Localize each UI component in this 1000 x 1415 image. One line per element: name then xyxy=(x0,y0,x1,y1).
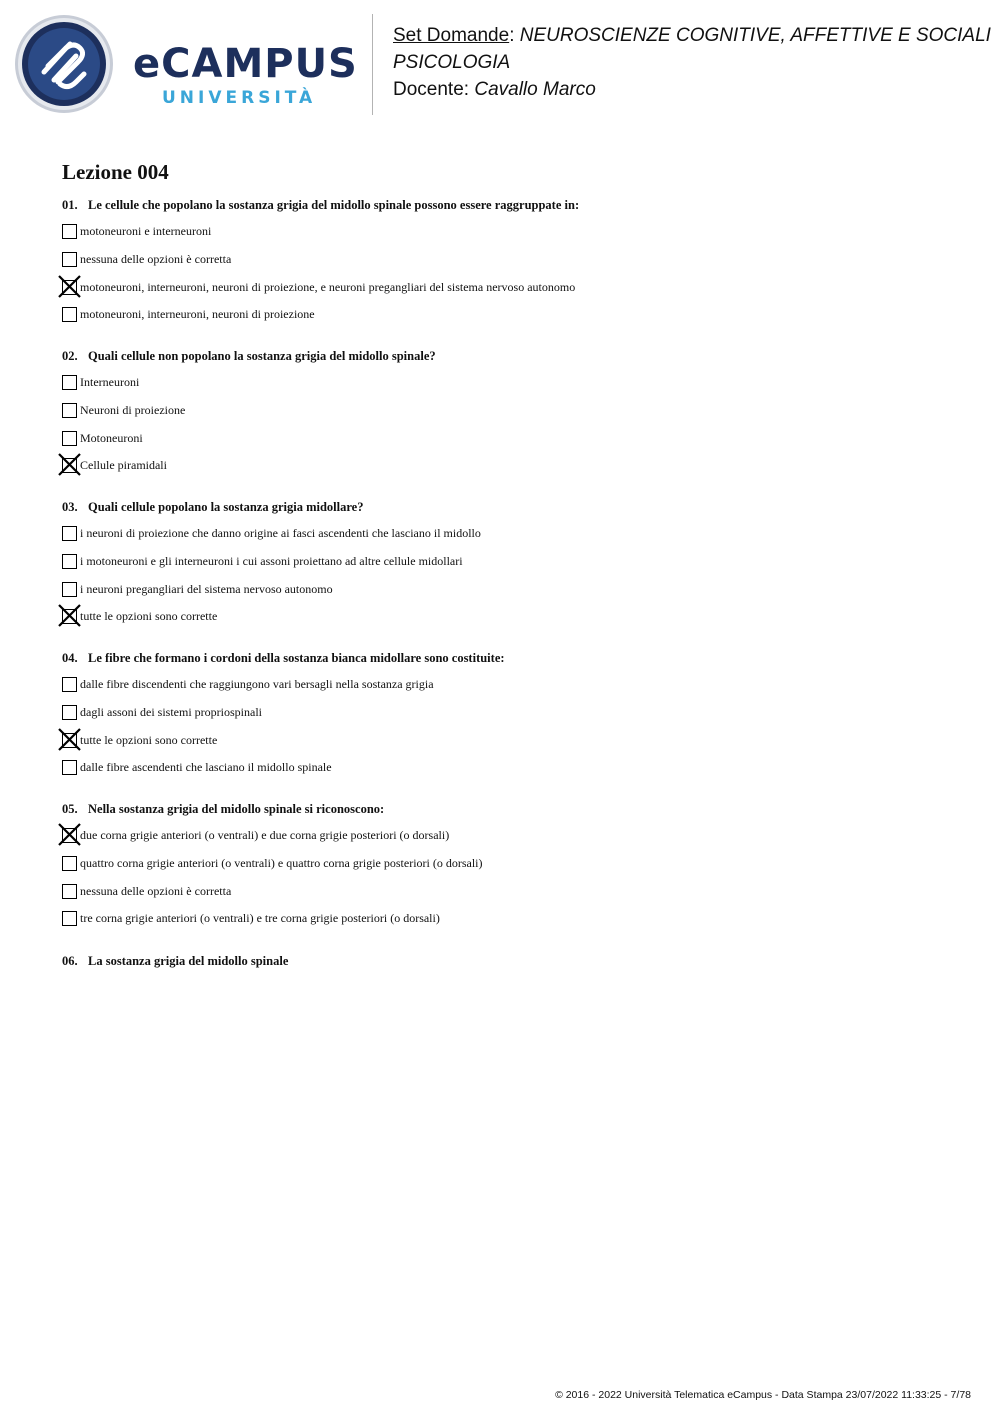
checkbox[interactable] xyxy=(62,252,77,267)
question-2 xyxy=(62,349,436,364)
option-text: tutte le opzioni sono corrette xyxy=(80,733,218,747)
checkbox[interactable] xyxy=(62,856,77,871)
question-text: Quali cellule non popolano la sostanza grigia del midollo spinale? xyxy=(88,349,436,363)
checkbox[interactable] xyxy=(62,526,77,541)
page-footer: © 2016 - 2022 Università Telematica eCampus - Data Stampa 23/07/2022 11:33:25 - 7/78 xyxy=(555,1389,971,1401)
question-text: Quali cellule popolano la sostanza grigia midollare? xyxy=(88,500,364,514)
logo-wordmark: eCAMPUS xyxy=(133,41,358,87)
question-number: 01. xyxy=(62,198,78,212)
checkbox[interactable] xyxy=(62,677,77,692)
checkbox[interactable] xyxy=(62,760,77,775)
checkbox[interactable] xyxy=(62,884,77,899)
logo-subtitle: UNIVERSITÀ xyxy=(162,88,317,108)
teacher-label: Docente xyxy=(393,79,464,100)
option-text: nessuna delle opzioni è corretta xyxy=(80,252,232,266)
option-text: tutte le opzioni sono corrette xyxy=(80,609,218,623)
option-text: nessuna delle opzioni è corretta xyxy=(80,884,232,898)
question-text: Le cellule che popolano la sostanza grigia del midollo spinale possono essere raggruppate in: xyxy=(88,198,580,212)
ecampus-seal-icon xyxy=(14,14,114,114)
question-number: 03. xyxy=(62,500,78,514)
option-text: i motoneuroni e gli interneuroni i cui assoni proiettano ad altre cellule midollari xyxy=(80,554,463,568)
checkbox[interactable] xyxy=(62,705,77,720)
checkbox[interactable] xyxy=(62,582,77,597)
question-number: 04. xyxy=(62,651,78,665)
question-6 xyxy=(62,954,288,969)
question-number: 06. xyxy=(62,954,78,968)
option-text: i neuroni di proiezione che danno origine ai fasci ascendenti che lasciano il midollo xyxy=(80,526,481,540)
option-text: Motoneuroni xyxy=(80,431,143,445)
option-text: Cellule piramidali xyxy=(80,458,167,472)
cross-mark-icon xyxy=(58,604,81,627)
cross-mark-icon xyxy=(58,823,81,846)
option-text: dalle fibre discendenti che raggiungono vari bersagli nella sostanza grigia xyxy=(80,677,434,691)
header-divider xyxy=(372,14,373,115)
checkbox[interactable] xyxy=(62,307,77,322)
checkbox[interactable] xyxy=(62,431,77,446)
checkbox[interactable] xyxy=(62,403,77,418)
question-number: 05. xyxy=(62,802,78,816)
question-1 xyxy=(62,198,579,213)
option-text: tre corna grigie anteriori (o ventrali) e tre corna grigie posteriori (o dorsali) xyxy=(80,911,440,925)
question-5 xyxy=(62,802,384,817)
set-title: NEUROSCIENZE COGNITIVE, AFFETTIVE E SOCIALI xyxy=(519,25,991,46)
question-text: La sostanza grigia del midollo spinale xyxy=(88,954,289,968)
question-3 xyxy=(62,500,363,515)
option-text: dalle fibre ascendenti che lasciano il midollo spinale xyxy=(80,760,332,774)
checkbox[interactable] xyxy=(62,911,77,926)
option-text: Interneuroni xyxy=(80,375,140,389)
course-name: PSICOLOGIA xyxy=(393,52,511,73)
lesson-title: Lezione 004 xyxy=(62,160,169,184)
option-text: motoneuroni, interneuroni, neuroni di proiezione, e neuroni pregangliari del sistema nervoso autonomo xyxy=(80,280,576,294)
option-text: Neuroni di proiezione xyxy=(80,403,186,417)
header-info: Set Domande: NEUROSCIENZE COGNITIVE, AFFETTIVE E SOCIALI PSICOLOGIA Docente: Cavallo Marco xyxy=(393,25,991,100)
option-text: motoneuroni, interneuroni, neuroni di proiezione xyxy=(80,307,315,321)
question-number: 02. xyxy=(62,349,78,363)
option-text: due corna grigie anteriori (o ventrali) e due corna grigie posteriori (o dorsali) xyxy=(80,828,450,842)
checkbox[interactable] xyxy=(62,554,77,569)
cross-mark-icon xyxy=(58,275,81,298)
option-text: quattro corna grigie anteriori (o ventrali) e quattro corna grigie posteriori (o dorsali) xyxy=(80,856,483,870)
option-text: i neuroni pregangliari del sistema nervoso autonomo xyxy=(80,582,333,596)
page-header xyxy=(0,0,1000,130)
cross-mark-icon xyxy=(58,728,81,751)
option-text: dagli assoni dei sistemi propriospinali xyxy=(80,705,262,719)
checkbox[interactable] xyxy=(62,224,77,239)
question-text: Nella sostanza grigia del midollo spinale si riconoscono: xyxy=(88,802,385,816)
set-label: Set Domande xyxy=(393,25,510,46)
cross-mark-icon xyxy=(58,453,81,476)
checkbox[interactable] xyxy=(62,375,77,390)
teacher-name: Cavallo Marco xyxy=(474,79,596,100)
option-text: motoneuroni e interneuroni xyxy=(80,224,212,238)
question-4 xyxy=(62,651,505,666)
question-text: Le fibre che formano i cordoni della sostanza bianca midollare sono costituite: xyxy=(88,651,505,665)
